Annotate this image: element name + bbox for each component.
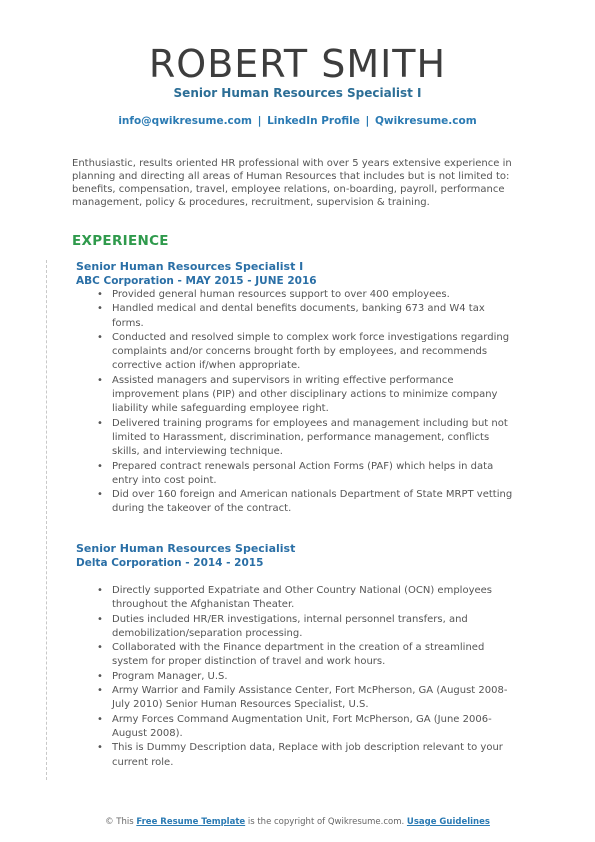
candidate-title: Senior Human Resources Specialist I: [173, 86, 422, 100]
job-bullet: • Conducted and resolved simple to complex work force investigations regarding complaints and/or concerns brought forth by employees, and recommends corrective action if/when appropriate.: [112, 331, 516, 374]
timeline-line: [46, 260, 47, 780]
job-bullet: • Provided general human resources support to over 400 employees.: [112, 288, 516, 302]
job-entry: [76, 260, 516, 517]
job-bullet: • Prepared contract renewals personal Action Forms (PAF) which helps in data entry into cost point.: [112, 460, 516, 489]
footer: [0, 817, 595, 827]
free-resume-template-link[interactable]: Free Resume Template: [136, 817, 246, 827]
footer-prefix: © This: [105, 817, 134, 827]
contact-separator: |: [365, 115, 370, 127]
contact-line: [0, 115, 595, 127]
job-bullet: • Delivered training programs for employees and management including but not limited to Harassment, discrimination, performance management, conflicts skills, and interviewing technique.: [112, 417, 516, 460]
job-bullet: • Army Forces Command Augmentation Unit, Fort McPherson, GA (June 2006-August 2008).: [112, 713, 516, 742]
footer-copyright-text: is the copyright of Qwikresume.com.: [247, 817, 405, 827]
candidate-name: ROBERT SMITH: [148, 42, 447, 86]
job-bullet: • Did over 160 foreign and American nationals Department of State MRPT vetting during the takeover of the contract.: [112, 488, 516, 517]
job-company-dates: ABC Corporation - MAY 2015 - JUNE 2016: [76, 275, 317, 287]
job-bullet: • Program Manager, U.S.: [112, 670, 516, 684]
job-bullet-list: [76, 584, 516, 770]
job-bullet: • Collaborated with the Finance department in the creation of a streamlined system for proper distinction of travel and work hours.: [112, 641, 516, 670]
linkedin-link[interactable]: LinkedIn Profile: [267, 115, 360, 127]
job-bullet: • Handled medical and dental benefits documents, banking 673 and W4 tax forms.: [112, 302, 516, 331]
summary-paragraph: Enthusiastic, results oriented HR professional with over 5 years extensive experience in planning and directing all areas of Human Resources that includes but is not limited to: benefits, compensation, travel, employee relations, on-boarding, payroll, performance management, policy & procedures, recruitment, supervision & training.: [72, 158, 512, 208]
job-bullet: • This is Dummy Description data, Replace with job description relevant to your current role.: [112, 741, 516, 770]
job-entry: [76, 542, 516, 770]
job-company-dates: Delta Corporation - 2014 - 2015: [76, 557, 264, 569]
job-bullet: • Army Warrior and Family Assistance Center, Fort McPherson, GA (August 2008- July 2010) Senior Human Resources Specialist, U.S.: [112, 684, 516, 713]
job-title: Senior Human Resources Specialist I: [76, 260, 304, 273]
job-bullet-list: [76, 288, 516, 517]
job-title: Senior Human Resources Specialist: [76, 542, 296, 555]
job-bullet: • Assisted managers and supervisors in writing effective performance improvement plans (PIP) and other disciplinary actions to minimize company liability while safeguarding employee right.: [112, 374, 516, 417]
experience-heading: EXPERIENCE: [72, 233, 169, 249]
job-bullet: • Duties included HR/ER investigations, internal personnel transfers, and demobilization/separation processing.: [112, 613, 516, 642]
job-bullet: • Directly supported Expatriate and Other Country National (OCN) employees throughout the Afghanistan Theater.: [112, 584, 516, 613]
contact-separator: |: [257, 115, 262, 127]
email-link[interactable]: info@qwikresume.com: [118, 115, 252, 127]
website-link[interactable]: Qwikresume.com: [374, 115, 477, 127]
usage-guidelines-link[interactable]: Usage Guidelines: [406, 817, 490, 827]
